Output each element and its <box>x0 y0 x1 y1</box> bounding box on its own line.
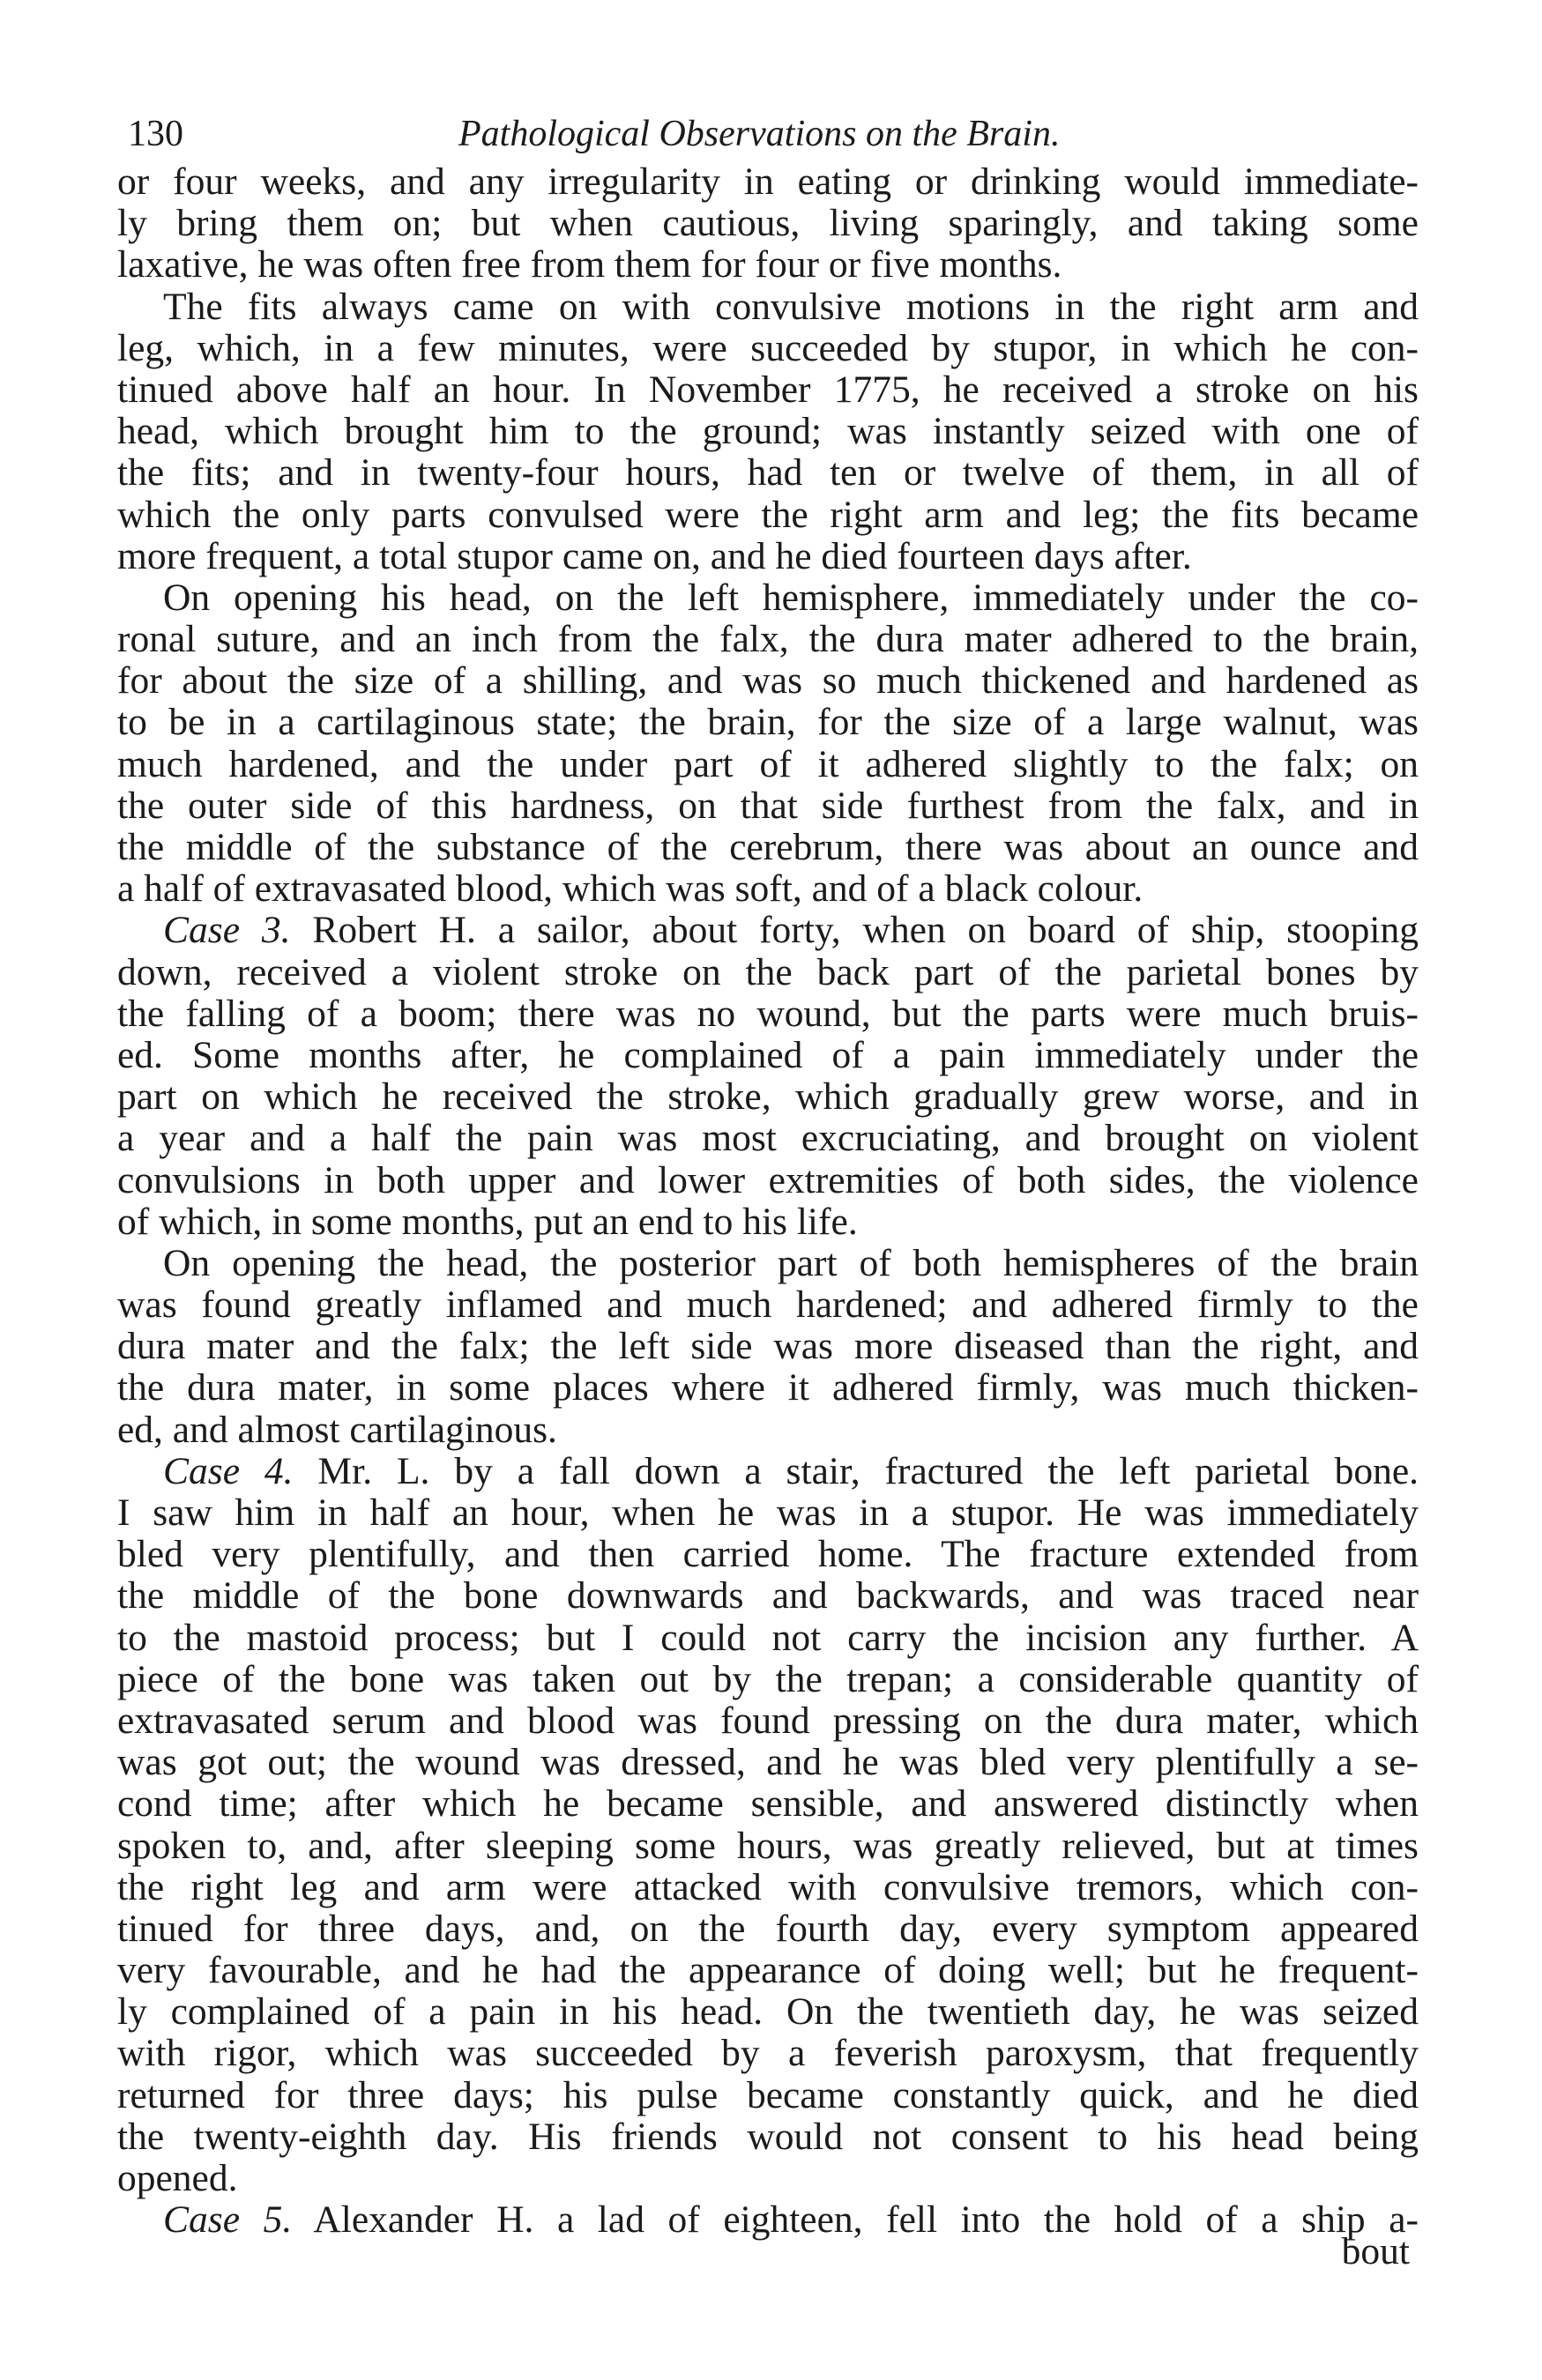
text-line: the right leg and arm were attacked with convulsive tremors, which con- <box>117 1865 1419 1908</box>
page-header <box>128 108 1424 160</box>
text-line: was found greatly inflamed and much hardened; and adhered firmly to the <box>117 1283 1419 1327</box>
text-line: was got out; the wound was dressed, and he was bled very plentifully a se- <box>117 1741 1419 1784</box>
catchword: bout <box>1341 2230 1410 2272</box>
text-line: Case 5. Alexander H. a lad of eighteen, fell into the hold of a ship a- <box>163 2198 1419 2242</box>
text-line: with rigor, which was succeeded by a feverish paroxysm, that frequently <box>117 2032 1419 2075</box>
text-line: ly complained of a pain in his head. On the twentieth day, he was seized <box>117 1990 1419 2034</box>
text-line: extravasated serum and blood was found pressing on the dura mater, which <box>117 1699 1419 1742</box>
text-line: to be in a cartilaginous state; the brain, for the size of a large walnut, was <box>117 701 1419 744</box>
text-line: of which, in some months, put an end to his life. <box>117 1200 858 1243</box>
text-line: I saw him in half an hour, when he was in a stupor. He was immediately <box>117 1491 1419 1534</box>
text-line: ly bring them on; but when cautious, living sparingly, and taking some <box>117 202 1419 245</box>
text-line: ed. Some months after, he complained of a pain immediately under the <box>117 1033 1419 1076</box>
text-line: which the only parts convulsed were the right arm and leg; the fits became <box>117 493 1419 536</box>
text-line: bled very plentifully, and then carried home. The fracture extended from <box>117 1533 1419 1576</box>
text-line: the outer side of this hardness, on that side furthest from the falx, and in <box>117 784 1419 827</box>
text-line: very favourable, and he had the appearance of doing well; but he frequent- <box>117 1949 1419 1992</box>
running-title: Pathological Observations on the Brain. <box>458 114 1061 154</box>
body-text <box>117 161 1419 2241</box>
text-line: a half of extravasated blood, which was soft, and of a black colour. <box>117 867 1143 911</box>
text-line: ronal suture, and an inch from the falx, the dura mater adhered to the brain, <box>117 618 1419 661</box>
text-line: the middle of the bone downwards and backwards, and was traced near <box>117 1574 1419 1618</box>
text-line: the falling of a boom; there was no wound, but the parts were much bruis- <box>117 992 1419 1035</box>
text-line: a year and a half the pain was most excruciating, and brought on violent <box>117 1117 1419 1160</box>
text-line: down, received a violent stroke on the back part of the parietal bones by <box>117 950 1419 993</box>
text-line: for about the size of a shilling, and was so much thickened and hardened as <box>117 659 1419 703</box>
text-line: dura mater and the falx; the left side was more diseased than the right, and <box>117 1325 1419 1368</box>
text-line: head, which brought him to the ground; was instantly seized with one of <box>117 410 1419 453</box>
text-line: the dura mater, in some places where it adhered firmly, was much thicken- <box>117 1366 1419 1409</box>
text-line: tinued above half an hour. In November 1775, he received a stroke on his <box>117 368 1419 411</box>
text-line: much hardened, and the under part of it adhered slightly to the falx; on <box>117 742 1419 785</box>
text-line: returned for three days; his pulse became constantly quick, and he died <box>117 2073 1419 2116</box>
page-number: 130 <box>128 114 183 154</box>
text-line: opened. <box>117 2157 238 2199</box>
text-line: more frequent, a total stupor came on, and he died fourteen days after. <box>117 534 1192 577</box>
text-line: part on which he received the stroke, which gradually grew worse, and in <box>117 1075 1419 1119</box>
text-line: ed, and almost cartilaginous. <box>117 1408 557 1451</box>
text-line: to the mastoid process; but I could not carry the incision any further. A <box>117 1616 1419 1659</box>
text-line: piece of the bone was taken out by the trepan; a considerable quantity of <box>117 1657 1419 1700</box>
text-line: laxative, he was often free from them for four or five months. <box>117 243 1062 286</box>
text-line: leg, which, in a few minutes, were succeeded by stupor, in which he con- <box>117 326 1419 369</box>
text-line: or four weeks, and any irregularity in eating or drinking would immediate- <box>117 160 1419 203</box>
text-line: the fits; and in twenty-four hours, had ten or twelve of them, in all of <box>117 451 1419 495</box>
text-line: cond time; after which he became sensible, and answered distinctly when <box>117 1782 1419 1826</box>
text-line: Case 3. Robert H. a sailor, about forty, when on board of ship, stooping <box>163 909 1419 952</box>
text-line: The fits always came on with convulsive motions in the right arm and <box>163 285 1419 328</box>
text-line: On opening his head, on the left hemisphere, immediately under the co- <box>163 576 1419 619</box>
text-line: tinued for three days, and, on the fourth day, every symptom appeared <box>117 1907 1419 1950</box>
case-label: Case 4. <box>163 1449 294 1492</box>
case-label: Case 5. <box>163 2198 293 2242</box>
text-line: the middle of the substance of the cerebrum, there was about an ounce and <box>117 826 1419 868</box>
case-label: Case 3. <box>163 909 291 952</box>
text-line: the twenty-eighth day. His friends would not consent to his head being <box>117 2115 1419 2158</box>
text-line: convulsions in both upper and lower extremities of both sides, the violence <box>117 1158 1419 1201</box>
text-line: On opening the head, the posterior part of both hemispheres of the brain <box>163 1241 1419 1284</box>
text-line: Case 4. Mr. L. by a fall down a stair, fractured the left parietal bone. <box>163 1449 1419 1492</box>
text-line: spoken to, and, after sleeping some hours, was greatly relieved, but at times <box>117 1824 1419 1867</box>
